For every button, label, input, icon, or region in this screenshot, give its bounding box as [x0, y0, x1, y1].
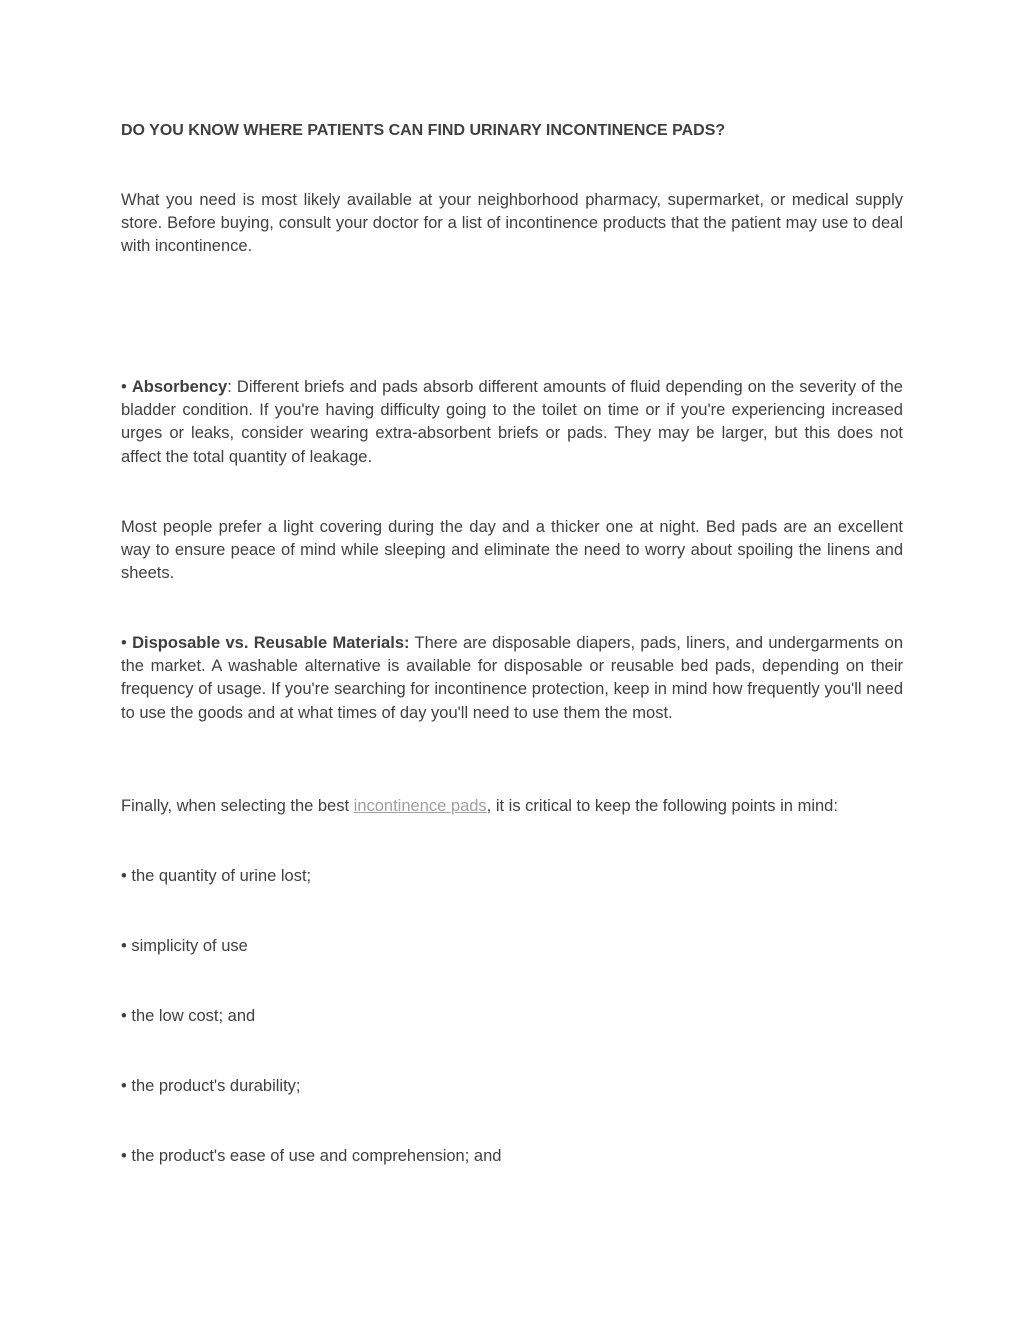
absorbency-paragraph — [121, 376, 903, 469]
absorbency-text: : Different briefs and pads absorb different amounts of fluid depending on the severity of the bladder condition. If you're having difficulty going to the toilet on time or if you're experiencing increased urges or leaks, consider wearing extra-absorbent briefs or pads. They may be larger, but this does not affect the total quantity of leakage. — [121, 378, 903, 466]
finally-paragraph — [121, 795, 903, 818]
bullet: • — [121, 634, 133, 652]
list-item: • the product's ease of use and comprehension; and — [121, 1147, 502, 1165]
list-item: • simplicity of use — [121, 937, 248, 955]
absorbency-term: Absorbency — [131, 378, 228, 396]
incontinence-pads-link[interactable]: incontinence pads — [353, 797, 487, 815]
finally-after: , it is critical to keep the following points in mind: — [486, 797, 838, 815]
materials-text: There are disposable diapers, pads, liners, and undergarments on the market. A washable alternative is available for disposable or reusable bed pads, depending on their frequency of usage. If you're searching for incontinence protection, keep in mind how frequently you'll need to use the goods and at what times of day you'll need to use them the most. — [121, 634, 903, 722]
finally-before: Finally, when selecting the best — [121, 797, 354, 815]
materials-paragraph — [121, 632, 903, 725]
bullet: • — [121, 378, 132, 396]
page-title: DO YOU KNOW WHERE PATIENTS CAN FIND URINARY INCONTINENCE PADS? — [121, 122, 726, 139]
list-item: • the quantity of urine lost; — [121, 867, 312, 885]
list-item: • the low cost; and — [121, 1007, 256, 1025]
materials-term: Disposable vs. Reusable Materials: — [132, 634, 410, 652]
covering-paragraph: Most people prefer a light covering during the day and a thicker one at night. Bed pads are an excellent way to ensure peace of mind while sleeping and eliminate the need to worry about spoiling the linens and sheets. — [121, 518, 903, 583]
intro-paragraph: What you need is most likely available at your neighborhood pharmacy, supermarket, or medical supply store. Before buying, consult your doctor for a list of incontinence products that the patient may use to deal with incontinence. — [121, 191, 903, 256]
list-item: • the product's durability; — [121, 1077, 301, 1095]
